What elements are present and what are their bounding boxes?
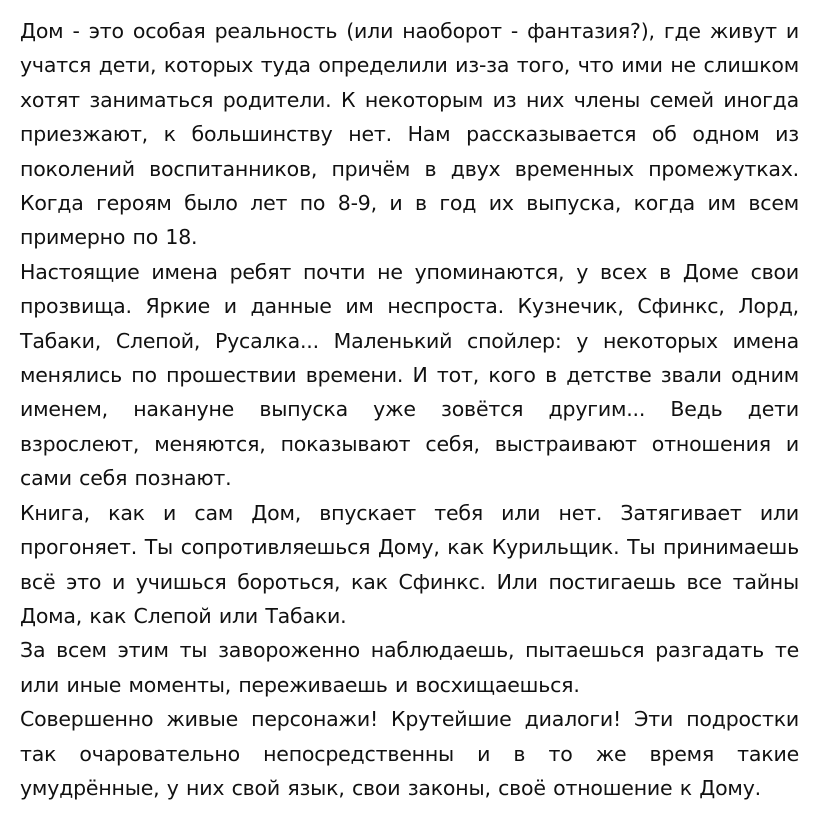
paragraph-intro: Дом - это особая реальность (или наоборот - фантазия?), где живут и учатся дети, которых туда определили из-за того, что ими не слишком хотят заниматься родители. К некоторым из них члены семей иногда приезжают, к большинству нет. Нам рассказывается об одном из поколений воспитанников, причём в двух временных промежутках. Когда героям было лет по 8-9, и в год их выпуска, когда им всем примерно по 18.	[20, 19, 799, 250]
paragraph-book: Книга, как и сам Дом, впускает тебя или нет. Затягивает или прогоняет. Ты сопротивляешься Дому, как Курильщик. Ты принимаешь всё это и учишься бороться, как Сфинкс. Или постигаешь все тайны Дома, как Слепой или Табаки.	[20, 500, 799, 628]
paragraph-names: Настоящие имена ребят почти не упоминаются, у всех в Доме свои прозвища. Яркие и данные им неспроста. Кузнечик, Сфинкс, Лорд, Табаки, Слепой, Русалка... Маленький спойлер: у некоторых имена менялись по прошествии времени. И тот, кого в детстве звали одним именем, накануне выпуска уже зовётся другим... Ведь дети взрослеют, меняются, показывают себя, выстраивают отношения и сами себя познают.	[20, 259, 799, 491]
paragraph-observe: За всем этим ты завороженно наблюдаешь, пытаешься разгадать те или иные моменты, переживаешь и восхищаешься.	[20, 638, 799, 697]
paragraph-characters: Совершенно живые персонажи! Крутейшие диалоги! Эти подростки так очаровательно непосредственны и в то же время такие умудрённые, у них свой язык, свои законы, своё отношение к Дому.	[20, 707, 799, 800]
